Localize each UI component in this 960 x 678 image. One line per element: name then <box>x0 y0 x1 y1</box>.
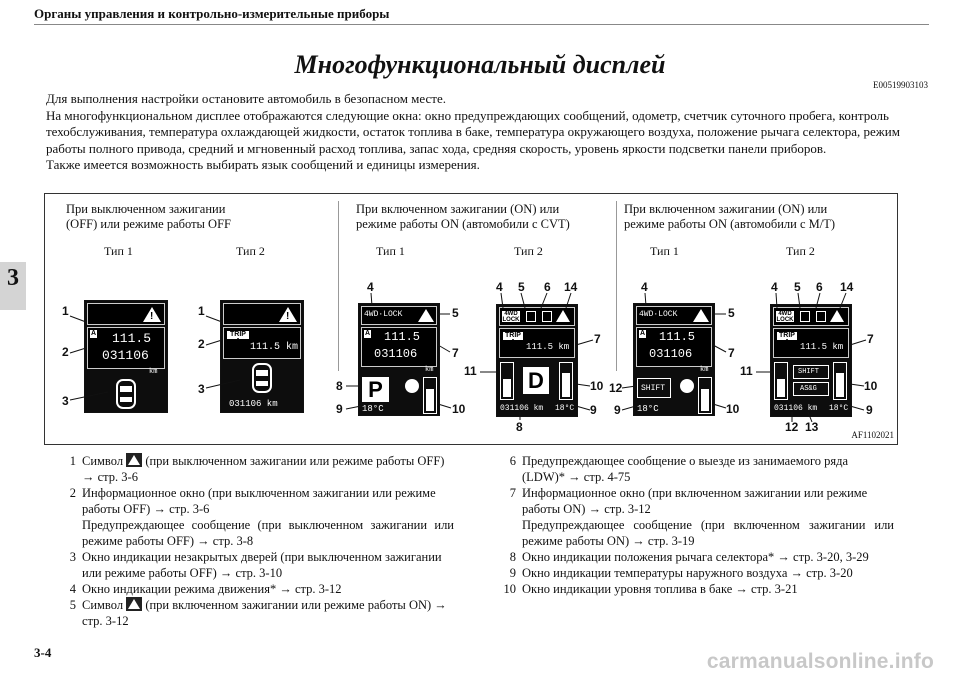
callout-12: 12 <box>609 381 623 395</box>
outside-temp: 18°C <box>555 404 575 413</box>
legend-text: Предупреждающее сообщение (при выключенном зажигании или режиме работы OFF) → стр. 3-8 <box>82 518 454 548</box>
callout-12: 12 <box>785 420 799 434</box>
legend-item <box>58 597 454 629</box>
trip-a-badge: A <box>639 330 646 337</box>
shift-label: SHIFT <box>798 368 820 376</box>
legend-item <box>494 565 894 581</box>
legend-text: Информационное окно (при включенном зажигании или режиме работы ON) → стр. 3-12 <box>522 486 868 516</box>
type2-label: Тип 2 <box>786 244 815 258</box>
legend-text-post: (при выключенном зажигании или режиме работы OFF) → стр. 3-6 <box>82 454 445 484</box>
legend-number <box>494 517 522 549</box>
type2-label: Тип 2 <box>514 244 543 258</box>
callout-6: 6 <box>816 280 823 294</box>
gear-position-p: P <box>362 377 389 402</box>
callout-10: 10 <box>590 379 604 393</box>
intro-paragraph: Также имеется возможность выбирать язык сообщений и единицы измерения. <box>46 157 480 173</box>
legend-text: Окно индикации незакрытых дверей (при выключенном зажигании или режиме работы OFF) → стр. 3-10 <box>82 550 442 580</box>
callout-2: 2 <box>198 337 205 351</box>
legend-item <box>494 453 894 485</box>
km-unit: km <box>149 368 158 376</box>
column-heading-line: При включенном зажигании (ON) или <box>356 202 560 216</box>
legend-number <box>58 517 82 549</box>
legend-text: Предупреждающее сообщение (при включенном зажигании или режиме работы ON) → стр. 3-19 <box>522 518 894 548</box>
intro-paragraph: На многофункциональном дисплее отображаются следующие окна: окно предупреждающих сообщений, одометр, счетчик суточного пробега, контроль техобслуживания, температура охлаждающей жидкости, остаток топлива в баке, температура окружающего воздуха, положение рычага селектора, режим работы полного привода, средний и мгновенный расход топлива, запас хода, средняя скорость, уровень яркости подсветки панели приборов. <box>46 107 900 156</box>
gear-position-d: D <box>523 367 549 394</box>
legend-text-pre: Символ <box>82 454 127 468</box>
trip-a-badge: A <box>364 330 371 337</box>
legend-left <box>58 453 454 629</box>
legend-item <box>494 549 894 565</box>
callout-13: 13 <box>805 420 819 434</box>
trip-value: 111.5 <box>384 330 421 344</box>
trip-a-badge: TRIP A <box>777 332 797 340</box>
legend-item <box>58 549 454 581</box>
trip-value: 111.5 <box>112 331 152 346</box>
legend-text: Окно индикации режима движения* → стр. 3-12 <box>82 582 342 596</box>
callout-2: 2 <box>62 345 69 359</box>
column-heading-line: При включенном зажигании (ON) или <box>624 202 828 216</box>
4wd-lock-icon: 4WD LOCK <box>502 311 520 323</box>
callout-9: 9 <box>614 403 621 417</box>
legend-item <box>58 581 454 597</box>
legend-number: 3 <box>69 550 76 564</box>
legend-text: Информационное окно (при выключенном зажигании или режиме работы OFF) → стр. 3-6 <box>82 486 436 516</box>
callout-7: 7 <box>867 332 874 346</box>
callout-4: 4 <box>771 280 778 294</box>
callout-7: 7 <box>728 346 735 360</box>
warning-symbol-icon <box>126 597 142 611</box>
legend-right <box>494 453 894 597</box>
legend-number: 5 <box>69 598 76 612</box>
callout-5: 5 <box>518 280 525 294</box>
legend-number: 9 <box>509 566 516 580</box>
odometer-value: 031106 <box>102 348 149 363</box>
trip-value: 111.5 km <box>526 342 570 352</box>
outside-temp: 18°C <box>637 404 659 414</box>
callout-4: 4 <box>641 280 648 294</box>
callout-11: 11 <box>464 364 477 378</box>
legend-number: 1 <box>69 454 76 468</box>
legend-number: 4 <box>69 582 76 596</box>
legend-text <box>82 597 454 629</box>
callout-5: 5 <box>794 280 801 294</box>
callout-4: 4 <box>496 280 503 294</box>
callout-11: 11 <box>740 364 753 378</box>
callout-3: 3 <box>198 382 205 396</box>
legend-item <box>494 517 894 549</box>
page-title: Многофункциональный дисплей <box>294 50 666 79</box>
odometer-value: 031106 km <box>500 404 544 413</box>
outside-temp: 18°C <box>829 404 849 413</box>
callout-5: 5 <box>452 306 459 320</box>
callout-9: 9 <box>590 403 597 417</box>
callout-3: 3 <box>62 394 69 408</box>
callout-4: 4 <box>367 280 374 294</box>
legend-item <box>58 453 454 485</box>
legend-text: Окно индикации температуры наружного воздуха → стр. 3-20 <box>522 566 853 580</box>
4wd-lock-label: 4WD·LOCK <box>639 310 678 319</box>
legend-number: 2 <box>69 486 76 500</box>
odometer-value: 031106 km <box>774 404 818 413</box>
km-unit: km <box>425 366 434 374</box>
running-header: Органы управления и контрольно-измерительные приборы <box>34 6 390 21</box>
column-heading-line: (OFF) или режиме работы OFF <box>66 217 231 231</box>
legend-number: 10 <box>503 582 516 596</box>
callout-8: 8 <box>516 420 523 434</box>
callout-10: 10 <box>452 402 466 416</box>
callout-8: 8 <box>336 379 343 393</box>
watermark: carmanualsonline.info <box>706 650 934 673</box>
trip-a-badge: A <box>90 330 97 337</box>
callout-10: 10 <box>726 402 740 416</box>
asg-label: AS&G <box>800 385 817 393</box>
callout-10: 10 <box>864 379 878 393</box>
legend-text-pre: Символ <box>82 598 127 612</box>
exclamation-glyph: ! <box>286 311 290 322</box>
callout-14: 14 <box>840 280 854 294</box>
type1-label: Тип 1 <box>104 244 133 258</box>
legend-text-post: (при включенном зажигании или режиме работы ON) → стр. 3-12 <box>82 598 447 628</box>
4wd-lock-label: 4WD·LOCK <box>364 310 403 319</box>
legend-item <box>58 485 454 517</box>
legend-item <box>494 581 894 597</box>
odometer-value: 031106 <box>649 347 693 361</box>
chapter-number: 3 <box>7 265 19 291</box>
callout-7: 7 <box>594 332 601 346</box>
page-number: 3-4 <box>34 645 52 660</box>
4wd-lock-icon: 4WD LOCK <box>776 311 794 323</box>
type1-label: Тип 1 <box>650 244 679 258</box>
column-heading-line: режиме работы ON (автомобили с CVT) <box>356 217 570 231</box>
callout-9: 9 <box>336 402 343 416</box>
trip-value: 111.5 <box>659 330 696 344</box>
odometer-value: 031106 <box>374 347 418 361</box>
type2-label: Тип 2 <box>236 244 265 258</box>
callout-14: 14 <box>564 280 578 294</box>
callout-5: 5 <box>728 306 735 320</box>
callout-1: 1 <box>198 304 205 318</box>
km-unit: km <box>700 366 709 374</box>
trip-value: 111.5 km <box>250 342 299 353</box>
shift-label: SHIFT <box>641 384 666 393</box>
legend-item <box>58 517 454 549</box>
warning-symbol-icon <box>126 453 142 467</box>
trip-a-badge: TRIP A <box>227 331 249 339</box>
callout-1: 1 <box>62 304 69 318</box>
odometer-value: 031106 km <box>229 399 278 409</box>
outside-temp: 18°C <box>362 404 384 414</box>
legend-number: 8 <box>509 550 516 564</box>
type1-label: Тип 1 <box>376 244 405 258</box>
legend-text: Окно индикации уровня топлива в баке → стр. 3-21 <box>522 582 798 596</box>
callout-7: 7 <box>452 346 459 360</box>
callout-6: 6 <box>544 280 551 294</box>
callout-9: 9 <box>866 403 873 417</box>
legend-number: 6 <box>509 454 516 468</box>
legend-text <box>82 453 454 485</box>
intro-paragraph: Для выполнения настройки остановите автомобиль в безопасном месте. <box>46 91 446 106</box>
column-heading-line: режиме работы ON (автомобили с M/T) <box>624 217 836 231</box>
legend-number: 7 <box>509 486 516 500</box>
document-code: E00519903103 <box>873 80 928 90</box>
legend-text: Окно индикации положения рычага селектора* → стр. 3-20, 3-29 <box>522 550 869 564</box>
figure-code: AF1102021 <box>851 430 894 440</box>
exclamation-glyph: ! <box>150 311 154 322</box>
column-heading-line: При выключенном зажигании <box>66 202 226 216</box>
legend-text: Предупреждающее сообщение о выезде из занимаемого ряда (LDW)* → стр. 4-75 <box>522 454 849 484</box>
trip-a-badge: TRIP A <box>503 332 523 340</box>
legend-item <box>494 485 894 517</box>
trip-value: 111.5 km <box>800 342 844 352</box>
